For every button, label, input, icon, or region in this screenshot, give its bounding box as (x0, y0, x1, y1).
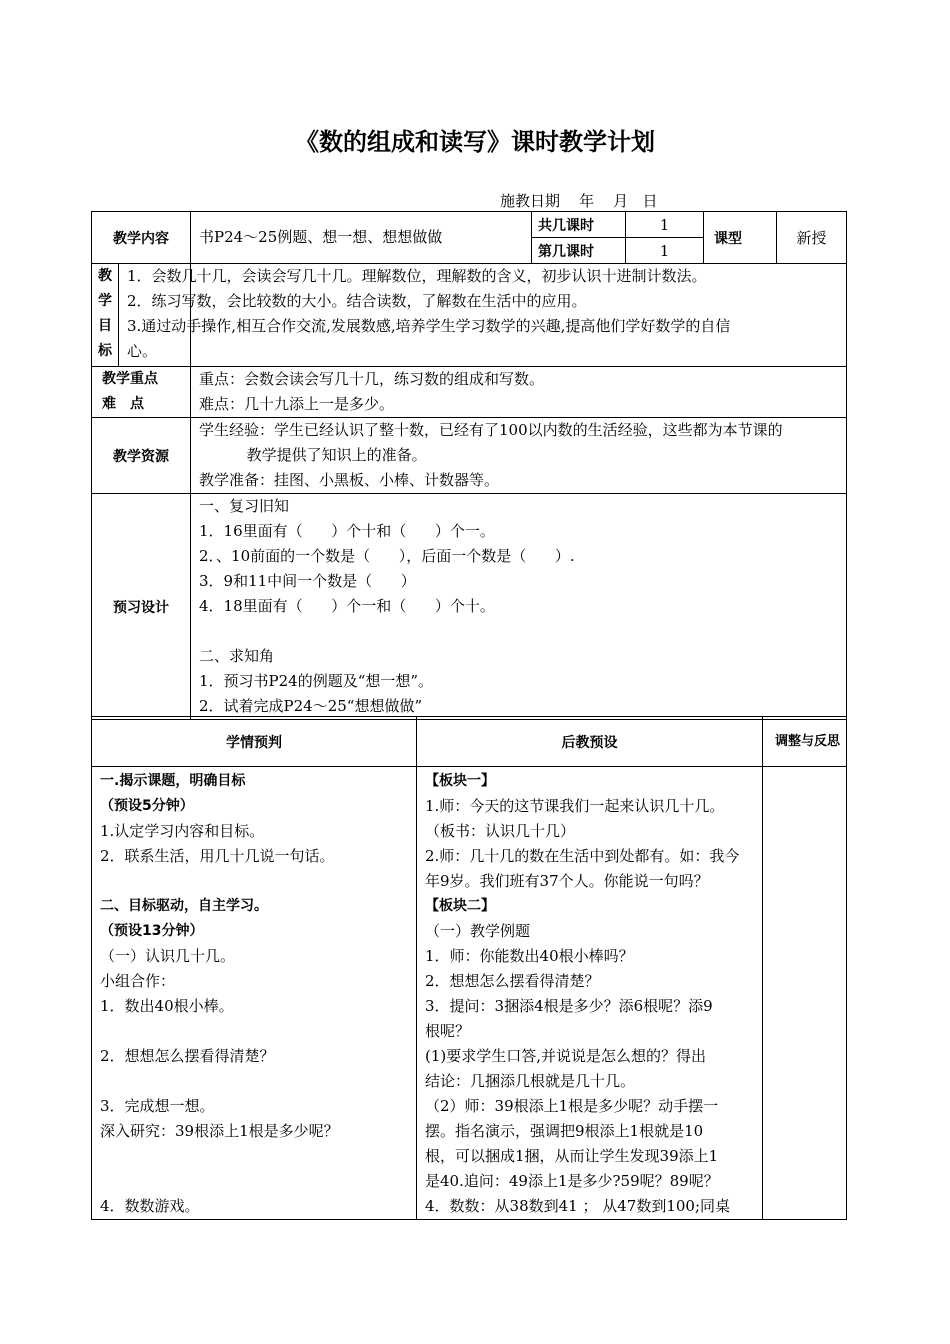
resource-line: 教学准备：挂图、小黑板、小棒、计数器等。 (199, 471, 500, 489)
objective-line: 3.通过动手操作,相互合作交流,发展数感,培养学生学习数学的兴趣,提高他们学好数学的自信 (127, 317, 731, 335)
key-points-content (191, 367, 847, 418)
student-analysis-line: 深入研究：39根添上1根是多少呢？ (100, 1122, 339, 1140)
teaching-plan-line: （2）师：39根添上1根是多少呢？动手摆一 (425, 1097, 719, 1115)
key-points-label (92, 367, 191, 418)
objectives-label-char: 教 (98, 268, 112, 284)
teaching-plan-line: 2．想想怎么摆看得清楚？ (425, 972, 600, 990)
student-analysis-line: 2．想想怎么摆看得清楚？ (100, 1047, 275, 1065)
teaching-plan-line: 【板块一】 (425, 773, 495, 789)
reflection-column (763, 767, 847, 1220)
total-lessons-label: 共几课时 (532, 212, 626, 238)
preview-line: 3．9和11中间一个数是（ ） (199, 572, 416, 590)
teaching-plan-line: 是40.追问：49添上1是多少?59呢？89呢？ (425, 1172, 719, 1190)
teaching-plan-line: （板书：认识几十几） (425, 822, 576, 840)
content-value: 书P24～25例题、想一想、想想做做 (191, 212, 532, 264)
resources-label: 教学资源 (92, 418, 191, 494)
document-title: 《数的组成和读写》课时教学计划 (295, 128, 655, 156)
objective-line: 1．会数几十几，会读会写几十几。理解数位，理解数的含义，初步认识十进制计数法。 (127, 267, 707, 285)
preview-line: 2．、10前面的一个数是（ ），后面一个数是（ ）. (199, 547, 575, 565)
preview-line: 2．试着完成P24～25“想想做做” (199, 697, 423, 715)
preview-content (191, 494, 847, 720)
student-analysis-column (92, 767, 417, 1220)
content-label: 教学内容 (92, 212, 191, 264)
student-analysis-line: 2．联系生活，用几十几说一句话。 (100, 847, 335, 865)
teaching-plan-line: (1)要求学生口答,并说说是怎么想的？得出 (425, 1047, 707, 1065)
preview-line: 二、求知角 (199, 647, 275, 665)
column-header-reflection: 调整与反思 (763, 717, 847, 767)
nth-lesson-value: 1 (626, 238, 704, 264)
plan-header-table (91, 211, 847, 720)
resource-line: 教学提供了知识上的准备。 (199, 446, 427, 464)
student-analysis-line: 1．数出40根小棒。 (100, 997, 234, 1015)
student-analysis-line (92, 1019, 416, 1044)
objectives-content (127, 264, 847, 367)
preview-line (191, 619, 846, 644)
student-analysis-line: 1.认定学习内容和目标。 (100, 822, 265, 840)
preview-line: 1．预习书P24的例题及“想一想”。 (199, 672, 434, 690)
student-analysis-line (92, 1069, 416, 1094)
preview-line: 4．18里面有（ ）个一和（ ）个十。 (199, 597, 495, 615)
student-analysis-line: 一.揭示课题，明确目标 (100, 773, 246, 789)
column-header-student: 学情预判 (92, 717, 417, 767)
preview-line: 一、复习旧知 (199, 497, 290, 515)
objective-line: 心。 (127, 342, 158, 360)
key-point-line: 难点：几十九添上一是多少。 (199, 395, 395, 413)
student-analysis-line: （预设5分钟） (100, 798, 194, 814)
teaching-plan-line: 1.师：今天的这节课我们一起来认识几十几。 (425, 797, 725, 815)
student-analysis-line: 二、目标驱动，自主学习。 (100, 898, 268, 914)
student-analysis-line (92, 1144, 416, 1169)
objectives-label-char: 学 (98, 293, 112, 309)
student-analysis-line: （预设13分钟） (100, 923, 204, 939)
preview-label: 预习设计 (92, 494, 191, 720)
lesson-type-value: 新授 (777, 212, 847, 264)
teaching-plan-line: 2.师：几十几的数在生活中到处都有。如：我今 (425, 847, 740, 865)
key-points-label-2: 难 点 (102, 396, 144, 412)
student-analysis-line: 4．数数游戏。 (100, 1197, 200, 1215)
lesson-process-table (91, 716, 847, 1220)
teaching-plan-line: 4．数数：从38数到41 ； 从47数到100;同桌 (425, 1197, 731, 1215)
teaching-plan-line: 1．师：你能数出40根小棒吗？ (425, 947, 634, 965)
lesson-type-label: 课型 (704, 212, 777, 264)
teaching-plan-line: （一）教学例题 (425, 922, 531, 940)
preview-line: 1．16里面有（ ）个十和（ ）个一。 (199, 522, 495, 540)
nth-lesson-label: 第几课时 (532, 238, 626, 264)
student-analysis-line (92, 869, 416, 894)
objectives-label-char: 标 (98, 343, 112, 359)
student-analysis-line: 小组合作： (100, 972, 176, 990)
total-lessons-value: 1 (626, 212, 704, 238)
student-analysis-line: （一）认识几十几。 (100, 947, 236, 965)
teaching-plan-column (417, 767, 763, 1220)
student-analysis-line: 3．完成想一想。 (100, 1097, 215, 1115)
resources-content (191, 418, 847, 494)
teaching-plan-line: 根，可以捆成1捆，从而让学生发现39添上1 (425, 1147, 719, 1165)
teaching-plan-line: 年9岁。我们班有37个人。你能说一句吗？ (425, 872, 709, 890)
student-analysis-line (92, 1169, 416, 1194)
resource-line: 学生经验：学生已经认识了整十数，已经有了100以内数的生活经验，这些都为本节课的 (199, 421, 783, 439)
teaching-plan-line: 3．提问：3捆添4根是多少？添6根呢？添9 (425, 997, 713, 1015)
key-point-line: 重点：会数会读会写几十几，练习数的组成和写数。 (199, 370, 545, 388)
objective-line: 2．练习写数，会比较数的大小。结合读数，了解数在生活中的应用。 (127, 292, 587, 310)
teaching-plan-line: 根呢？ (425, 1022, 471, 1040)
teaching-date-line: 施教日期 年 月 日 (500, 192, 658, 210)
teaching-plan-line: 摆。指名演示，强调把9根添上1根就是10 (425, 1122, 704, 1140)
column-header-teaching: 后教预设 (417, 717, 763, 767)
objectives-label-char: 目 (98, 318, 112, 334)
teaching-plan-line: 结论：几捆添几根就是几十几。 (425, 1072, 636, 1090)
teaching-plan-line: 【板块二】 (425, 898, 495, 914)
key-points-label-1: 教学重点 (102, 371, 158, 387)
